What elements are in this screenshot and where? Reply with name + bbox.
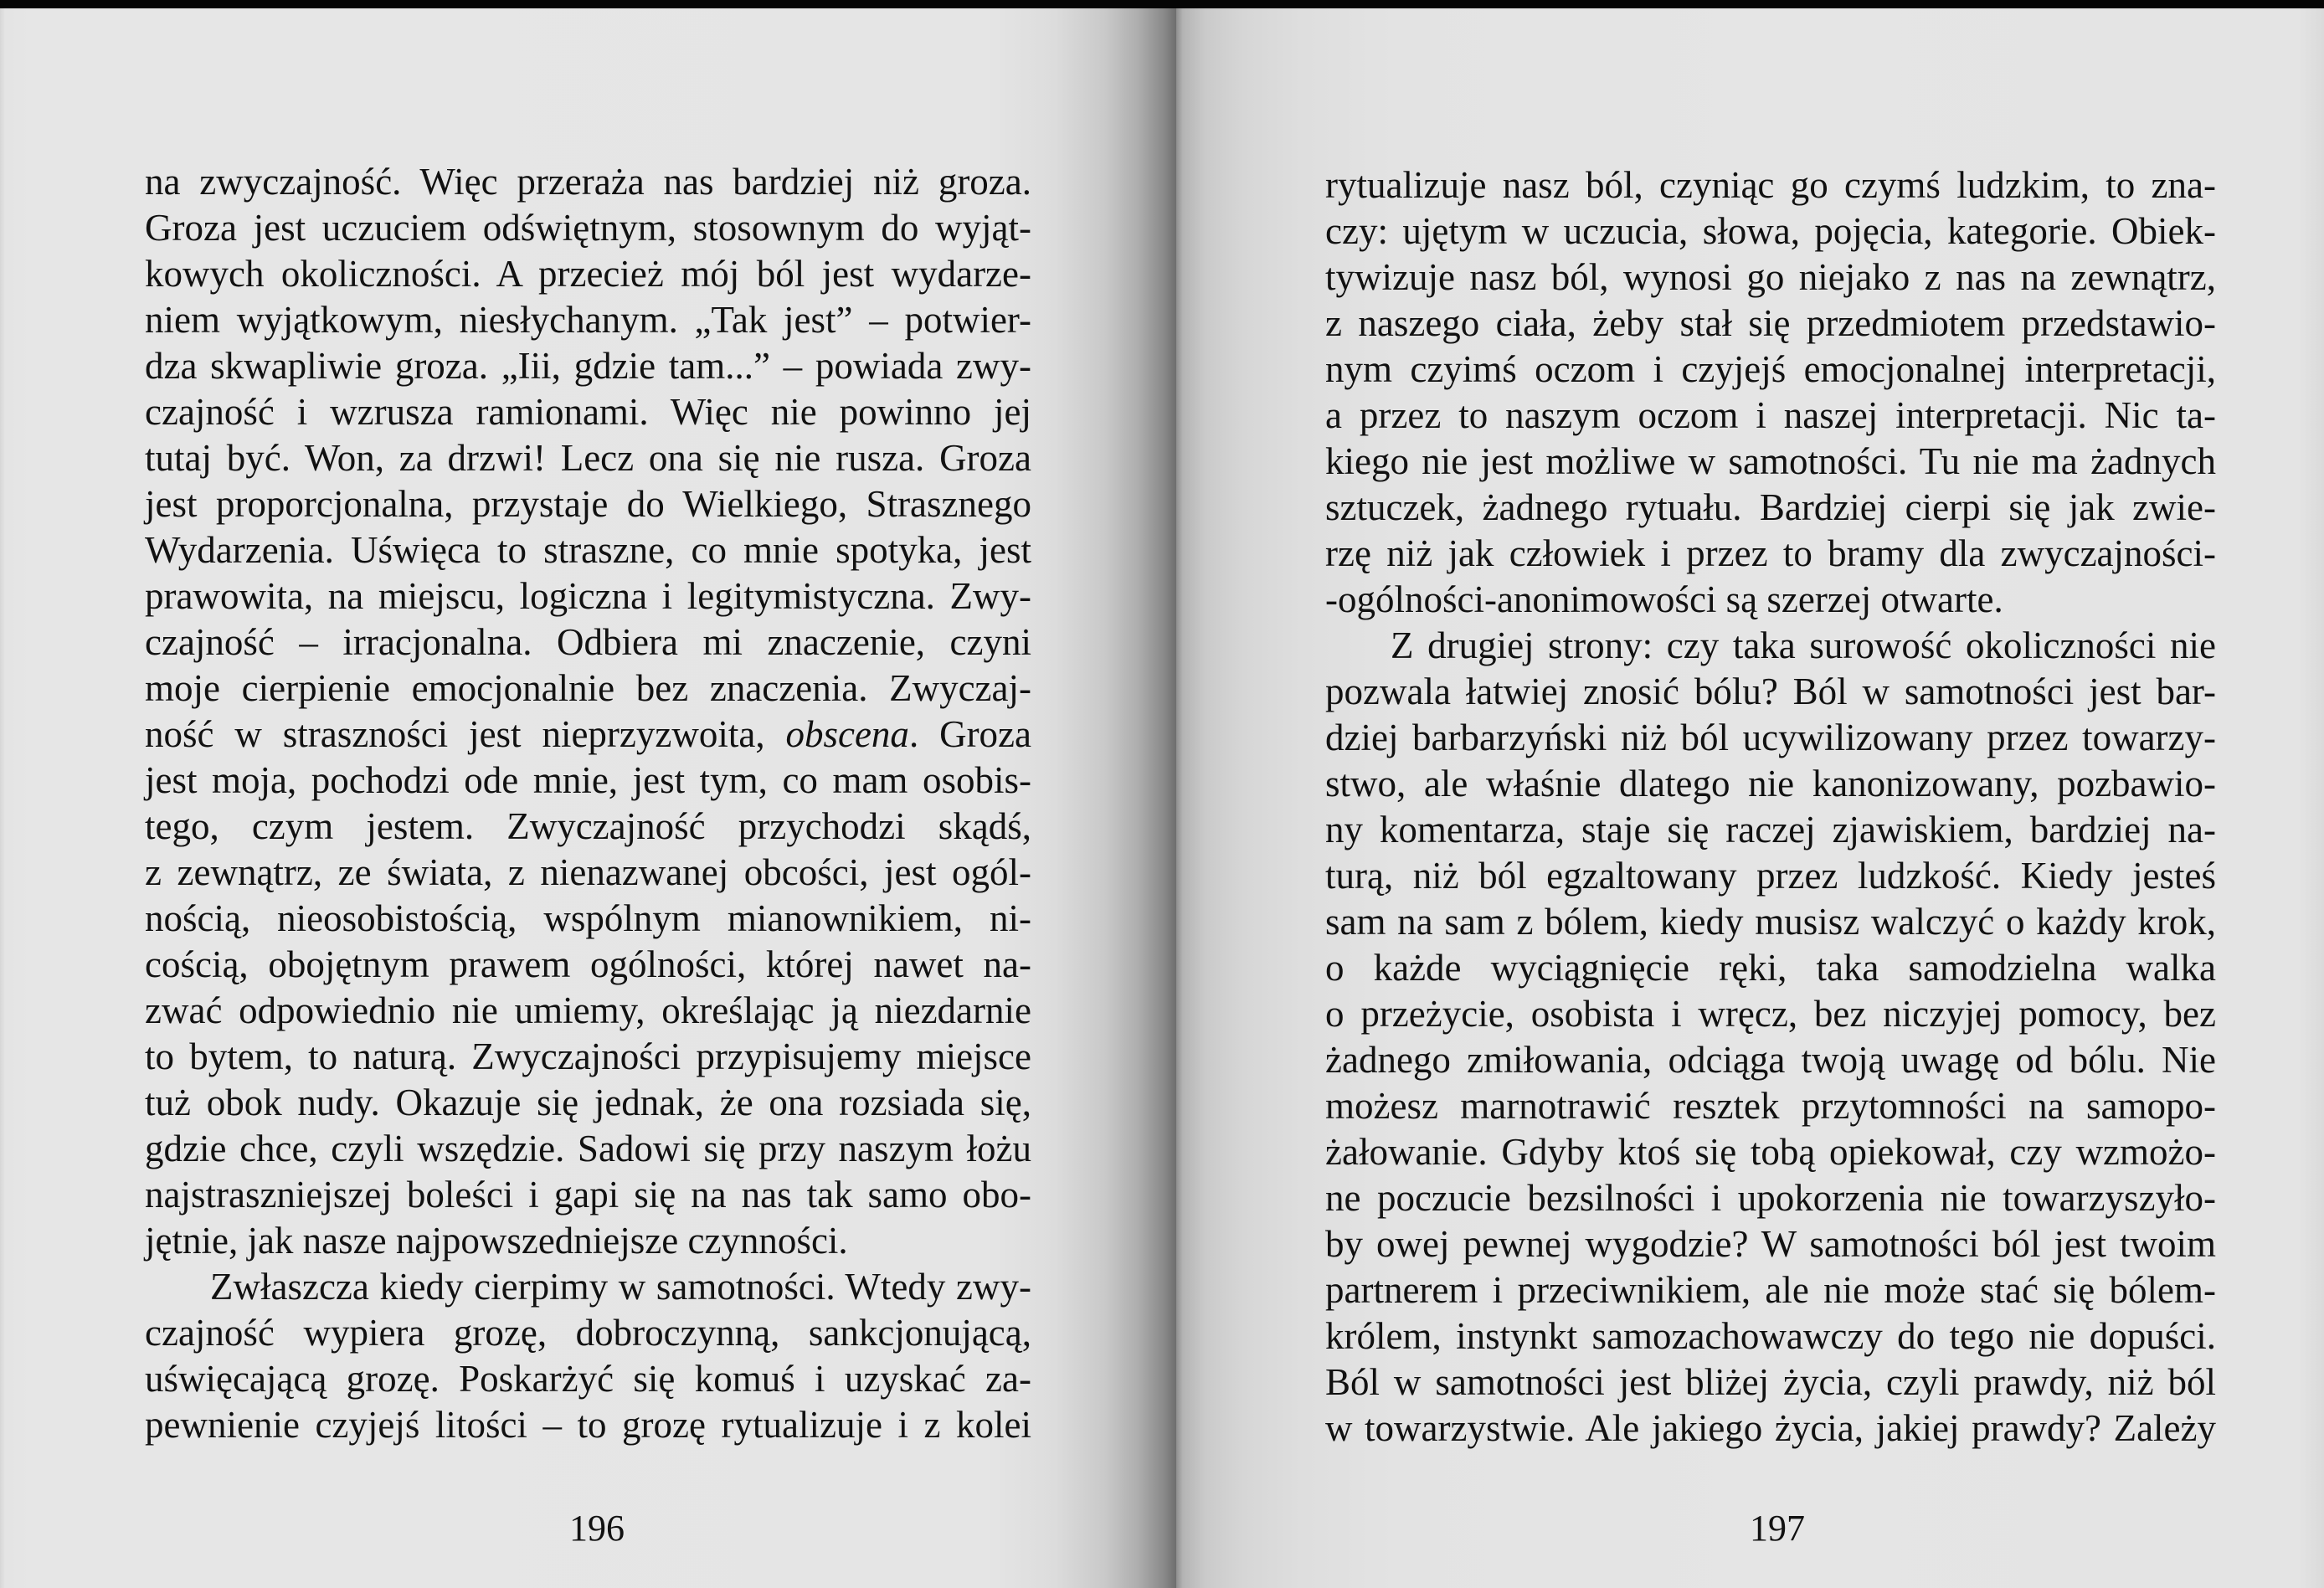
text-line: turą, niż ból egzaltowany przez ludzkość. Kiedy jesteś <box>1325 855 2216 897</box>
text-line: pozwala łatwiej znosić bólu? Ból w samotności jest bar- <box>1325 671 2216 712</box>
italic-word: obscena <box>785 713 909 755</box>
text-line: jest proporcjonalna, przystaje do Wielkiego, Strasznego <box>145 483 1031 525</box>
text-line: żałowanie. Gdyby ktoś się tobą opiekował, czy wzmożo- <box>1325 1131 2216 1173</box>
text-line: czy: ujętym w uczucia, słowa, pojęcia, kategorie. Obiek- <box>1325 210 2216 252</box>
text-line: niem wyjątkowym, niesłychanym. „Tak jest” – potwier- <box>145 299 1031 341</box>
text-line: na zwyczajność. Więc przeraża nas bardziej niż groza. <box>145 161 1031 203</box>
text-line: możesz marnotrawić resztek przytomności na samopo- <box>1325 1085 2216 1127</box>
text-line: a przez to naszym oczom i naszej interpretacji. Nic ta- <box>1325 394 2216 436</box>
text-line: cością, obojętnym prawem ogólności, której nawet na- <box>145 943 1031 985</box>
text-line-with-italic <box>145 712 1031 758</box>
text-line: ne poczucie bezsilności i upokorzenia nie towarzyszyło- <box>1325 1177 2216 1219</box>
text-line: rytualizuje nasz ból, czyniąc go czymś ludzkim, to zna- <box>1325 164 2216 206</box>
text-line: partnerem i przeciwnikiem, ale nie może stać się bólem- <box>1325 1269 2216 1311</box>
text-line: kowych okoliczności. A przecież mój ból jest wydarze- <box>145 253 1031 295</box>
text-line: o przeżycie, osobista i wręcz, bez niczyjej pomocy, bez <box>1325 993 2216 1035</box>
text-line: tywizuje nasz ból, wynosi go niejako z nas na zewnątrz, <box>1325 256 2216 298</box>
text-line: rzę niż jak człowiek i przez to bramy dla zwyczajności- <box>1325 532 2216 574</box>
text-line: nym czyimś oczom i czyjejś emocjonalnej interpretacji, <box>1325 348 2216 390</box>
text-line: żadnego zmiłowania, odciąga twoją uwagę od bólu. Nie <box>1325 1039 2216 1081</box>
text-line-paragraph-start: Zwłaszcza kiedy cierpimy w samotności. Wtedy zwy- <box>210 1266 1031 1308</box>
text-line: dziej barbarzyński niż ból ucywilizowany przez towarzy- <box>1325 717 2216 758</box>
text-line: najstraszniejszej boleści i gapi się na nas tak samo obo- <box>145 1174 1031 1215</box>
text-line: Ból w samotności jest bliżej życia, czyli prawdy, niż ból <box>1325 1361 2216 1403</box>
text-line: nością, nieosobistością, wspólnym mianownikiem, ni- <box>145 897 1031 939</box>
text-line: jest moja, pochodzi ode mnie, jest tym, co mam osobis- <box>145 759 1031 801</box>
text-line: o każde wyciągnięcie ręki, taka samodzielna walka <box>1325 947 2216 989</box>
left-page <box>0 8 1176 1588</box>
text-line-paragraph-end: -ogólności-anonimowości są szerzej otwarte. <box>1325 578 2003 620</box>
text-line: tuż obok nudy. Okazuje się jednak, że ona rozsiada się, <box>145 1082 1031 1123</box>
text-line: zwać odpowiednio nie umiemy, określając ją niezdarnie <box>145 989 1031 1031</box>
text-line: czajność – irracjonalna. Odbiera mi znaczenie, czyni <box>145 621 1031 663</box>
text-line: moje cierpienie emocjonalnie bez znaczenia. Zwyczaj- <box>145 667 1031 709</box>
text-segment: ność w straszności jest nieprzyzwoita, <box>145 713 786 755</box>
page-number-right: 197 <box>1750 1508 1805 1549</box>
text-line: sztuczek, żadnego rytuału. Bardziej cierpi się jak zwie- <box>1325 486 2216 528</box>
text-line-paragraph-start: Z drugiej strony: czy taka surowość okoliczności nie <box>1391 624 2216 666</box>
text-line: to bytem, to naturą. Zwyczajności przypisujemy miejsce <box>145 1036 1031 1077</box>
text-line: Wydarzenia. Uświęca to straszne, co mnie spotyka, jest <box>145 529 1031 571</box>
text-line-paragraph-end: jętnie, jak nasze najpowszedniejsze czynności. <box>145 1220 848 1262</box>
text-line: czajność i wzrusza ramionami. Więc nie powinno jej <box>145 391 1031 433</box>
text-line: gdzie chce, czyli wszędzie. Sadowi się przy naszym łożu <box>145 1128 1031 1169</box>
page-number-left: 196 <box>569 1508 625 1549</box>
right-page <box>1176 8 2324 1588</box>
text-line: prawowita, na miejscu, logiczna i legitymistyczna. Zwy- <box>145 575 1031 617</box>
text-line: królem, instynkt samozachowawczy do tego nie dopuści. <box>1325 1315 2216 1357</box>
text-line: tego, czym jestem. Zwyczajność przychodzi skądś, <box>145 805 1031 847</box>
text-line: stwo, ale właśnie dlatego nie kanonizowany, pozbawio- <box>1325 763 2216 804</box>
text-line: w towarzystwie. Ale jakiego życia, jakiej prawdy? Zależy <box>1325 1407 2216 1449</box>
text-line: sam na sam z bólem, kiedy musisz walczyć o każdy krok, <box>1325 901 2216 943</box>
text-line: ny komentarza, staje się raczej zjawiskiem, bardziej na- <box>1325 809 2216 851</box>
text-line: czajność wypiera grozę, dobroczynną, sankcjonującą, <box>145 1312 1031 1354</box>
text-line: z zewnątrz, ze świata, z nienazwanej obcości, jest ogól- <box>145 851 1031 893</box>
text-line: uświęcającą grozę. Poskarżyć się komuś i uzyskać za- <box>145 1358 1031 1400</box>
text-segment: . Groza <box>908 713 1031 755</box>
text-line: z naszego ciała, żeby stał się przedmiotem przedstawio- <box>1325 302 2216 344</box>
text-line: pewnienie czyjejś litości – to grozę rytualizuje i z kolei <box>145 1404 1031 1446</box>
text-line: Groza jest uczuciem odświętnym, stosownym do wyjąt- <box>145 207 1031 249</box>
text-line: tutaj być. Won, za drzwi! Lecz ona się nie rusza. Groza <box>145 437 1031 479</box>
scan-top-border <box>0 0 2324 8</box>
text-line: dza skwapliwie groza. „Iii, gdzie tam...” – powiada zwy- <box>145 345 1031 387</box>
text-line: by owej pewnej wygodzie? W samotności ból jest twoim <box>1325 1223 2216 1265</box>
text-line: kiego nie jest możliwe w samotności. Tu nie ma żadnych <box>1325 440 2216 482</box>
